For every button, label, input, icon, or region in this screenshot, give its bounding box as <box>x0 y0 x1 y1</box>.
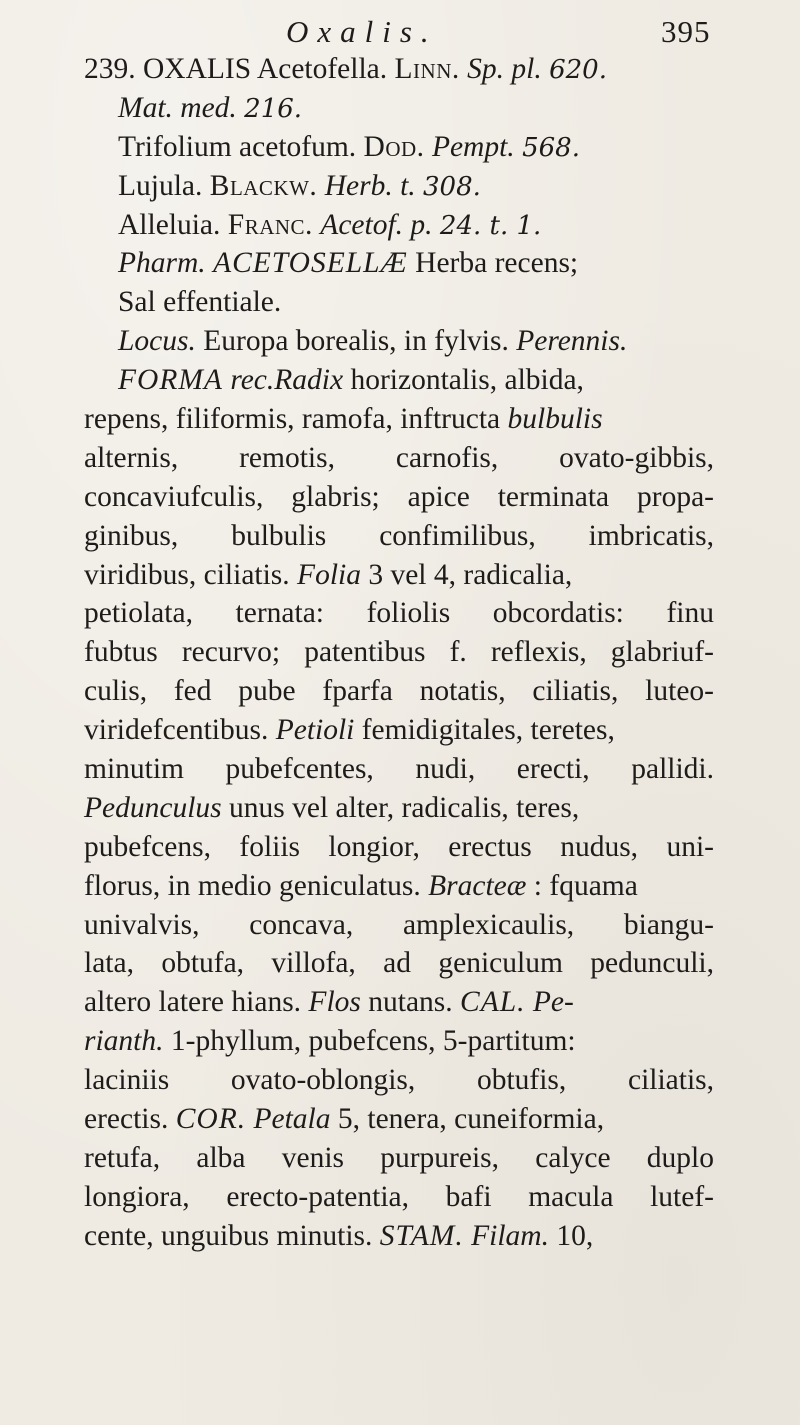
radix-label: Radix <box>274 364 344 397</box>
line-text: fubtus recurvo; patentibus f. reflexis, glabriuf- <box>84 636 714 669</box>
locus-line <box>0 322 800 361</box>
pharm-drug: ACETOSELLÆ <box>213 247 408 280</box>
line-text: tenera, cuneiformia, <box>367 1103 605 1136</box>
locus-label: Locus. <box>118 325 196 358</box>
text-line <box>0 1061 800 1100</box>
filam-num: 10, <box>556 1219 594 1252</box>
synonym-work: Herb. t. <box>324 169 416 202</box>
synonym-line <box>0 167 800 206</box>
pharm-label: Pharm. <box>118 247 206 280</box>
text-line <box>0 944 800 983</box>
synonym-author: Franc. <box>227 208 313 241</box>
author: Linn. <box>394 53 460 85</box>
text-line <box>0 867 800 906</box>
synonym-name: Lujula. <box>118 169 203 202</box>
line-text: culis, fed pube fparfa notatis, ciliatis, luteo- <box>84 675 714 708</box>
text-line <box>0 828 800 867</box>
text-line <box>0 906 800 945</box>
locus-text: Europa borealis, in fylvis. <box>203 325 509 358</box>
text-line <box>0 1139 800 1178</box>
text-line <box>0 1178 800 1217</box>
text-line <box>0 983 800 1022</box>
bracteae-term: Bracteæ <box>428 869 527 902</box>
forma-text: horizontalis, albida, <box>350 364 584 397</box>
text-line <box>0 1100 800 1139</box>
folia-term: Folia <box>297 558 361 591</box>
synonym-name: Trifolium acetofum. <box>118 130 357 163</box>
bracteae-text: : fquama <box>533 869 638 902</box>
forma-rec: rec. <box>230 364 275 397</box>
line-text: petiolata, ternata: foliolis obcordatis: finu <box>84 597 714 630</box>
line-text: univalvis, concava, amplexicaulis, biangu- <box>84 908 714 941</box>
pharm-line <box>0 244 800 283</box>
synonym-page: 308. <box>423 171 481 202</box>
species-name: Acetofella. <box>256 53 388 85</box>
page-header <box>0 14 800 54</box>
line-text: ginibus, bulbulis confimilibus, imbricatis, <box>84 519 714 552</box>
line-text: retufa, alba venis purpureis, calyce duplo <box>84 1141 714 1174</box>
text-line <box>0 672 800 711</box>
petala-term: Petala <box>253 1103 331 1136</box>
line-text: viridefcentibus. <box>84 714 269 747</box>
sal-text: Sal effentiale. <box>118 286 282 319</box>
line-text: viridibus, ciliatis. <box>84 558 290 591</box>
synonym-line <box>0 128 800 167</box>
line-text: minutim pubefcentes, nudi, erecti, pallidi. <box>84 753 714 786</box>
mat-med-label: Mat. med. <box>118 91 237 124</box>
line-text: florus, in medio geniculatus. <box>84 869 421 902</box>
line-text: concaviufculis, glabris; apice terminata propa- <box>84 480 714 513</box>
petioli-term: Petioli <box>275 714 355 747</box>
cal-term: CAL. <box>460 986 526 1019</box>
mat-med-page: 216. <box>244 93 303 124</box>
entry-text <box>0 50 800 1256</box>
line-text: lata, obtufa, villofa, ad geniculum pedunculi, <box>84 947 714 980</box>
stam-term: STAM. <box>379 1219 464 1252</box>
synonym-name: Alleluia. <box>118 208 221 241</box>
line-text: erectis. <box>84 1103 169 1136</box>
line-text: laciniis ovato-oblongis, obtufis, ciliatis, <box>84 1064 714 1097</box>
text-line <box>0 517 800 556</box>
text-line <box>0 1217 800 1256</box>
reference-page: 620. <box>549 55 607 85</box>
entry-number: 239. <box>84 53 136 85</box>
text-line <box>0 1022 800 1061</box>
pedunculus-term: Pedunculus <box>84 791 222 824</box>
synonym-line <box>0 206 800 245</box>
filam-term: Filam. <box>471 1219 549 1252</box>
folia-text: 3 vel 4, radicalia, <box>368 558 573 591</box>
running-head: Oxalis. <box>286 14 438 49</box>
entry-heading <box>0 50 800 89</box>
line-text: repens, filiformis, ramofa, inftructa <box>84 403 501 436</box>
bulbulis-term: bulbulis <box>507 403 603 436</box>
duration: Perennis. <box>516 325 628 358</box>
line-text: cente, unguibus minutis. <box>84 1219 373 1252</box>
forma-line <box>0 361 800 400</box>
synonym-work: Acetof. p. <box>320 208 433 241</box>
text-line <box>0 711 800 750</box>
pe-term: Pe- <box>532 986 574 1019</box>
text-line <box>0 633 800 672</box>
text-line <box>0 594 800 633</box>
page-number: 395 <box>661 14 711 49</box>
petioli-text: femidigitales, teretes, <box>361 714 615 747</box>
synonym-page: 568. <box>522 132 580 163</box>
line-text: unus vel alter, radicalis, teres, <box>229 791 580 824</box>
genus-name: OXALIS <box>143 53 252 85</box>
cor-term: COR. <box>175 1103 247 1136</box>
text-line <box>0 750 800 789</box>
mat-med-line <box>0 89 800 128</box>
line-text: altero latere hians. <box>84 986 302 1019</box>
petala-num: 5, <box>337 1103 360 1136</box>
text-line <box>0 789 800 828</box>
synonym-work: Pempt. <box>431 130 515 163</box>
line-text: alternis, remotis, carnofis, ovato-gibbis, <box>84 441 714 474</box>
text-line <box>0 556 800 595</box>
line-text: 1-phyllum, pubefcens, 5-partitum: <box>170 1025 576 1058</box>
reference: Sp. pl. <box>467 53 542 85</box>
flos-text: nutans. <box>368 986 453 1019</box>
pharm-rest: Herba recens; <box>415 247 579 280</box>
sal-line <box>0 283 800 322</box>
line-text: pubefcens, foliis longior, erectus nudus, uni- <box>84 830 714 863</box>
text-line <box>0 478 800 517</box>
forma-label: FORMA <box>118 364 223 397</box>
synonym-page: 24. t. 1. <box>439 210 542 241</box>
flos-term: Flos <box>308 986 361 1019</box>
text-line <box>0 439 800 478</box>
synonym-author: Blackw. <box>209 169 318 202</box>
rianth-term: rianth. <box>84 1025 164 1058</box>
line-text: longiora, erecto-patentia, bafi macula lutef- <box>84 1180 714 1213</box>
synonym-author: Dod. <box>363 130 425 163</box>
text-line <box>0 400 800 439</box>
